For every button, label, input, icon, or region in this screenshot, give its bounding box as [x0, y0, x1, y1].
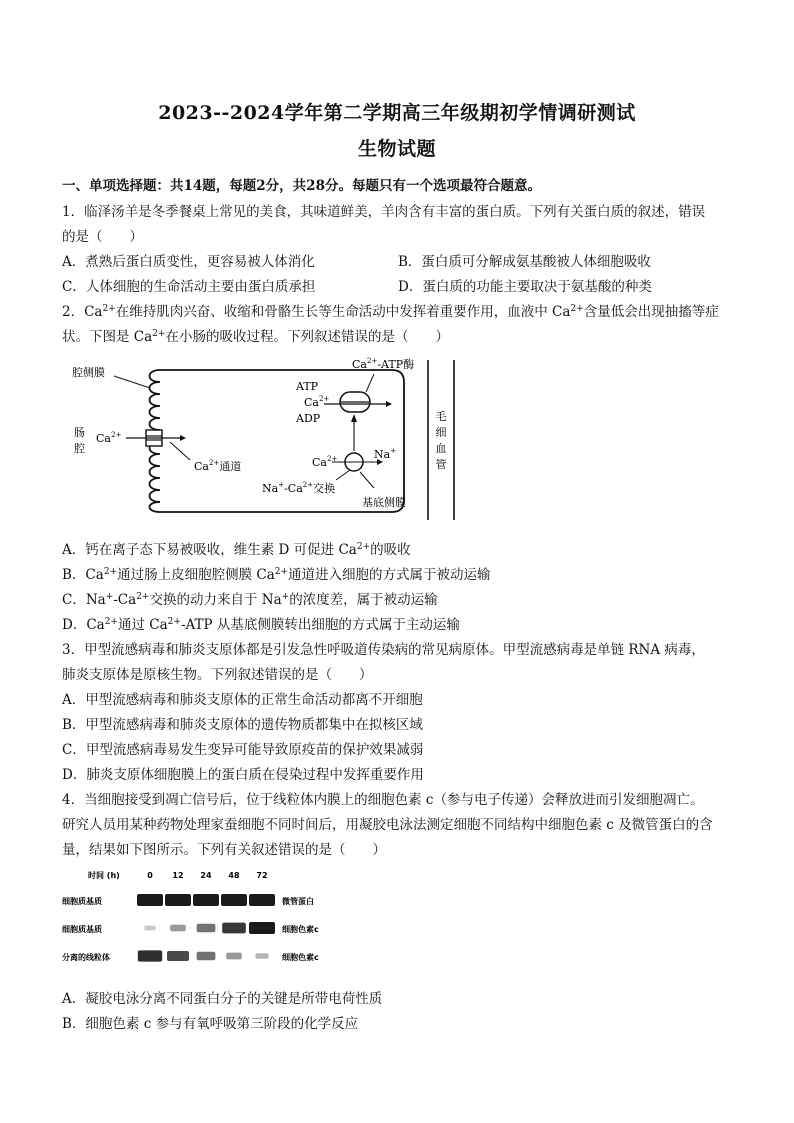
label-atp: ATP [296, 380, 319, 393]
q2-stem-line1: 2．$Ca^{2+}$在维持肌肉兴奋、收缩和骨骼生长等生命活动中发挥着重要作用，血液中 $Ca^{2+}$含量低会出现抽搐等症 [62, 304, 719, 320]
q3-stem-line2: 肺炎支原体是原核生物。下列叙述错误的是（ ） [62, 667, 373, 683]
blot-band-r2-c4 [222, 923, 246, 934]
blot-bands [137, 894, 275, 962]
blot-band-r3-c3 [197, 952, 216, 960]
blot-band-r2-c2 [170, 925, 186, 932]
blot-time-24: 24 [200, 871, 212, 880]
blot-protein-label-3: 细胞色素c [282, 953, 319, 962]
blot-time-0: 0 [147, 871, 153, 880]
label-ca-channel: $Ca^{2+}$通道 [194, 459, 242, 473]
label-ca-low: $Ca^{2+}$ [312, 455, 338, 469]
label-adp: ADP [296, 412, 321, 425]
label-ca-left: $Ca^{2+}$ [96, 431, 122, 445]
blot-band-r2-c5 [249, 922, 275, 934]
blot-band-r1-c5 [249, 894, 275, 906]
label-basolateral: 基底侧膜 [362, 496, 406, 509]
section-heading: 一、单项选择题：共14题，每题2分，共28分。每题只有一个选项最符合题意。 [62, 178, 541, 194]
q2-option-c: C．$Na^+-Ca^{2+}$交换的动力来自于 Na+的浓度差，属于被动运输 [62, 592, 438, 608]
q4-stem-line2: 研究人员用某种药物处理家蚕细胞不同时间后，用凝胶电泳法测定细胞不同结构中细胞色素 c 及微管蛋白的含 [62, 817, 713, 833]
q3-option-a: A．甲型流感病毒和肺炎支原体的正常生命活动都离不开细胞 [62, 692, 423, 708]
q4-stem-line1: 4．当细胞接受到凋亡信号后，位于线粒体内膜上的细胞色素 c（参与电子传递）会释放进而引发细胞凋亡。 [62, 792, 704, 808]
q1-option-d: D．蛋白质的功能主要取决于氨基酸的种类 [398, 279, 652, 295]
blot-protein-label-2: 细胞色素c [282, 925, 319, 934]
capillary-label-2: 细 [435, 426, 447, 439]
blot-row-label-1: 细胞质基质 [62, 897, 102, 906]
q2-option-d: D．$Ca^{2+}$通过 $Ca^{2+}$-ATP 从基底侧膜转出细胞的方式属于主动运输 [62, 617, 460, 633]
q2-stem-line2: 状。下图是 $Ca^{2+}$在小肠的吸收过程。下列叙述错误的是（ ） [62, 329, 449, 345]
q3-option-b: B．甲型流感病毒和肺炎支原体的遗传物质都集中在拟核区域 [62, 717, 423, 733]
label-exchanger: $Na^+-Ca^{2+}$交换 [262, 481, 336, 495]
q1-stem-line1: 1．临泽汤羊是冬季餐桌上常见的美食，其味道鲜美，羊肉含有丰富的蛋白质。下列有关蛋白质的叙述，错误 [62, 204, 706, 220]
blot-time-72: 72 [256, 871, 268, 880]
subject-title: 生物试题 [357, 138, 436, 160]
blot-band-r3-c1 [138, 950, 162, 961]
calcium-absorption-diagram [62, 352, 462, 522]
blot-band-r1-c1 [137, 894, 163, 906]
blot-row-label-3: 分离的线粒体 [62, 953, 110, 962]
blot-band-r2-c3 [197, 924, 216, 932]
blot-time-48: 48 [228, 871, 240, 880]
q4-stem-line3: 量，结果如下图所示。下列有关叙述错误的是（ ） [62, 842, 386, 858]
exam-title: 2023--2024学年第二学期高三年级期初学情调研测试 [158, 102, 636, 124]
label-ca-atpase: $Ca^{2+}$-ATP酶 [352, 357, 415, 371]
q4-option-b: B．细胞色素 c 参与有氧呼吸第三阶段的化学反应 [62, 1016, 359, 1032]
capillary-label-1: 毛 [435, 410, 447, 423]
q1-option-a: A．煮熟后蛋白质变性，更容易被人体消化 [62, 254, 315, 270]
blot-band-r1-c3 [193, 894, 219, 906]
blot-band-r1-c4 [221, 894, 247, 906]
q1-stem-line2: 的是（ ） [62, 229, 143, 245]
q2-option-a: A．钙在离子态下易被吸收，维生素 D 可促进 $Ca^{2+}$的吸收 [62, 542, 411, 558]
capillary-label-4: 管 [435, 458, 447, 471]
q2-option-b: B．$Ca^{2+}$通过肠上皮细胞腔侧膜 $Ca^{2+}$通道进入细胞的方式属于被动运输 [62, 567, 491, 583]
blot-band-r3-c5 [255, 953, 268, 959]
label-na: Na+ [374, 447, 397, 461]
q3-option-d: D．肺炎支原体细胞膜上的蛋白质在侵染过程中发挥重要作用 [62, 767, 424, 783]
label-lumen-membrane: 腔侧膜 [72, 366, 105, 379]
blot-band-r3-c4 [226, 953, 242, 960]
q4-option-a: A．凝胶电泳分离不同蛋白分子的关键是所带电荷性质 [62, 991, 383, 1007]
q3-option-c: C．甲型流感病毒易发生变异可能导致原疫苗的保护效果减弱 [62, 742, 424, 758]
blot-band-r3-c2 [167, 951, 189, 961]
blot-band-r2-c1 [144, 926, 156, 931]
capillary-label-3: 血 [435, 442, 447, 455]
blot-time-label: 时间 (h) [88, 871, 120, 880]
blot-time-12: 12 [172, 871, 184, 880]
blot-protein-label-1: 微管蛋白 [282, 897, 314, 906]
blot-band-r1-c2 [165, 894, 191, 906]
blot-row-label-2: 细胞质基质 [62, 925, 102, 934]
label-lumen-2: 腔 [74, 442, 85, 455]
label-ca-mid: $Ca^{2+}$ [304, 395, 330, 409]
q3-stem-line1: 3．甲型流感病毒和肺炎支原体都是引发急性呼吸道传染病的常见病原体。甲型流感病毒是单链 RNA 病毒， [62, 642, 705, 658]
western-blot-figure [62, 866, 342, 970]
q1-option-c: C．人体细胞的生命活动主要由蛋白质承担 [62, 279, 316, 295]
label-lumen-1: 肠 [74, 426, 85, 439]
q1-option-b: B．蛋白质可分解成氨基酸被人体细胞吸收 [398, 254, 651, 270]
